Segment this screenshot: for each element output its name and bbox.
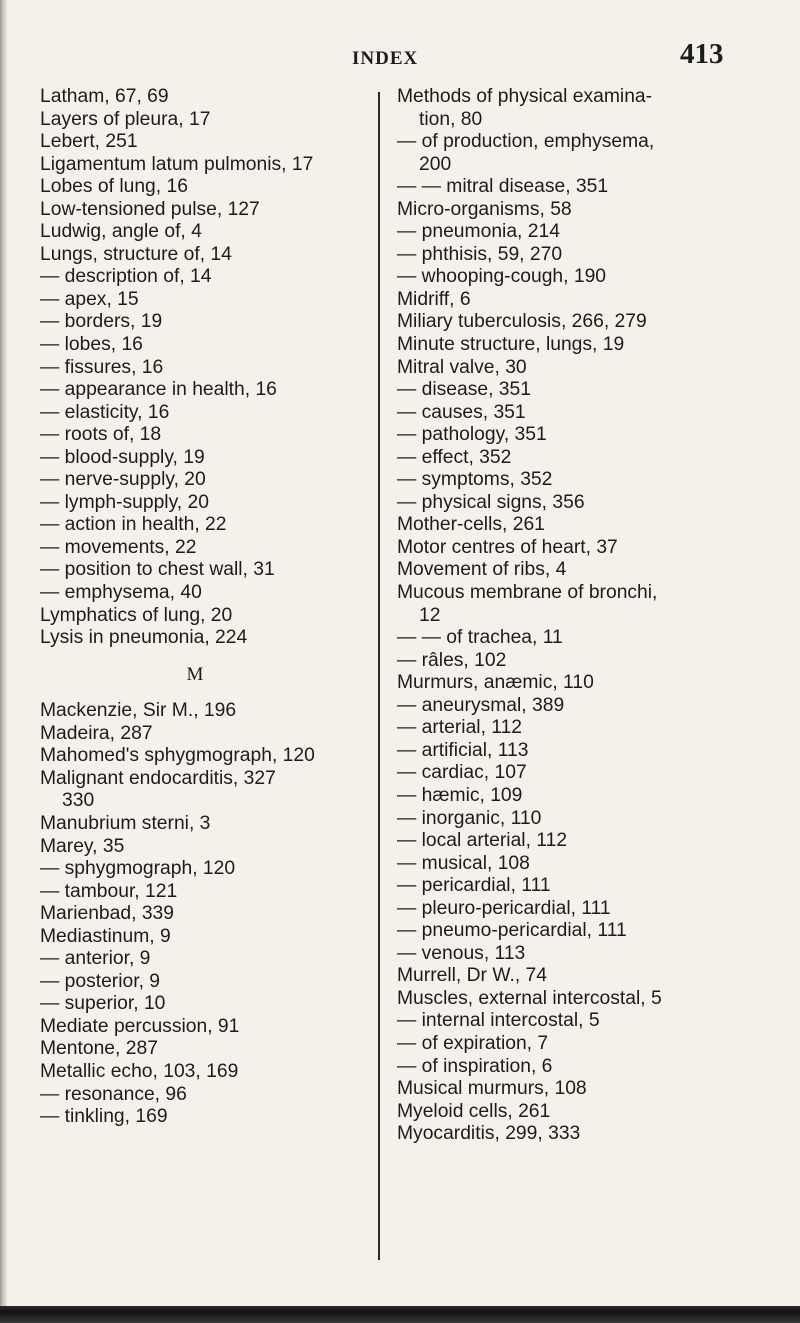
index-entry-continuation: 330 (62, 790, 95, 812)
index-entry: — pneumo-pericardial, 111 (397, 920, 627, 942)
index-entry: Manubrium sterni, 3 (40, 812, 211, 834)
index-entry: — internal intercostal, 5 (397, 1010, 600, 1032)
index-entry: — elasticity, 16 (40, 401, 170, 423)
index-entry: — lobes, 16 (40, 334, 143, 356)
index-entry: Metallic echo, 103, 169 (40, 1060, 239, 1082)
running-head: INDEX (352, 48, 419, 69)
page-left-edge-shadow (0, 0, 7, 1323)
index-entry: — fissures, 16 (40, 356, 164, 378)
index-entry: Methods of physical examina- (397, 86, 653, 107)
index-entry: — cardiac, 107 (397, 762, 527, 784)
page-header (0, 0, 800, 90)
index-entry: Motor centres of heart, 37 (397, 536, 618, 558)
index-entry: — description of, 14 (40, 266, 212, 288)
index-entry: — pathology, 351 (397, 424, 547, 446)
index-entry-continuation: tion, 80 (419, 108, 483, 130)
index-entry: Mediastinum, 9 (40, 925, 171, 947)
index-entry: Ludwig, angle of, 4 (40, 221, 202, 243)
index-entry: Murrell, Dr W., 74 (397, 965, 547, 987)
index-entry: — causes, 351 (397, 401, 526, 423)
index-entry: Movement of ribs, 4 (397, 559, 567, 581)
index-entry: — tinkling, 169 (40, 1106, 168, 1128)
index-entry: Lebert, 251 (40, 131, 138, 153)
index-entry: — blood-supply, 19 (40, 446, 205, 468)
index-entry: — hæmic, 109 (397, 784, 523, 806)
index-entry: — of inspiration, 6 (397, 1055, 553, 1077)
left-index-column (40, 86, 370, 1129)
index-entry: — musical, 108 (397, 852, 530, 874)
index-entry: — pleuro-pericardial, 111 (397, 897, 611, 919)
index-entry: — disease, 351 (397, 379, 531, 401)
index-entry: Mahomed's sphygmograph, 120 (40, 745, 315, 767)
index-entry: — râles, 102 (397, 649, 507, 671)
index-entry: Mitral valve, 30 (397, 356, 527, 378)
index-entry: — apex, 15 (40, 288, 139, 310)
index-entry: Mentone, 287 (40, 1038, 158, 1060)
index-entry: — borders, 19 (40, 311, 163, 333)
index-entry: Madeira, 287 (40, 722, 153, 744)
section-letter-heading: M (186, 663, 204, 685)
index-entry: Mackenzie, Sir M., 196 (40, 700, 237, 722)
column-divider-rule (378, 92, 380, 1260)
index-entry-continuation: 200 (419, 153, 452, 175)
index-entry: Low-tensioned pulse, 127 (40, 198, 260, 220)
index-entry: — emphysema, 40 (40, 582, 202, 604)
index-entry-continuation: 12 (419, 604, 441, 626)
index-entry: Lungs, structure of, 14 (40, 243, 232, 265)
index-entry: — local arterial, 112 (397, 830, 568, 852)
index-entry: — arterial, 112 (397, 717, 523, 739)
index-entry: — symptoms, 352 (397, 469, 553, 491)
index-entry: Marienbad, 339 (40, 903, 174, 925)
index-entry: — roots of, 18 (40, 424, 162, 446)
index-entry: Layers of pleura, 17 (40, 108, 211, 130)
index-entry: — of expiration, 7 (397, 1032, 549, 1054)
index-entry: — appearance in health, 16 (40, 379, 277, 401)
index-entry: — inorganic, 110 (397, 807, 542, 829)
index-entry: — — of trachea, 11 (397, 627, 563, 649)
index-entry: Minute structure, lungs, 19 (397, 334, 625, 356)
index-entry: — action in health, 22 (40, 514, 227, 536)
index-entry: Murmurs, anæmic, 110 (397, 672, 594, 694)
index-entry: — nerve-supply, 20 (40, 469, 206, 491)
left-entries-top (40, 86, 370, 650)
index-entry: Myocarditis, 299, 333 (397, 1123, 581, 1145)
index-entry: — physical signs, 356 (397, 491, 585, 513)
index-entry: Lobes of lung, 16 (40, 176, 188, 198)
index-entry: — of production, emphysema, (397, 131, 655, 153)
index-entry: — tambour, 121 (40, 880, 178, 902)
index-entry: — — mitral disease, 351 (397, 176, 609, 198)
index-entry: — pneumonia, 214 (397, 221, 560, 243)
index-entry: — lymph-supply, 20 (40, 491, 209, 513)
index-entry: Marey, 35 (40, 835, 125, 857)
index-entry: Latham, 67, 69 (40, 86, 169, 107)
index-entry: — sphygmograph, 120 (40, 858, 236, 880)
index-entry: Lysis in pneumonia, 224 (40, 627, 248, 649)
index-entry: Midriff, 6 (397, 288, 471, 310)
index-entry: Lymphatics of lung, 20 (40, 604, 233, 626)
index-entry: Mediate percussion, 91 (40, 1015, 240, 1037)
left-entries-bottom (40, 700, 370, 1128)
index-entry: — posterior, 9 (40, 970, 161, 992)
page-number: 413 (680, 38, 724, 70)
index-entry: Malignant endocarditis, 327 (40, 767, 276, 789)
index-entry: — position to chest wall, 31 (40, 559, 275, 581)
index-entry: Micro-organisms, 58 (397, 198, 572, 220)
index-entry: — resonance, 96 (40, 1083, 187, 1105)
index-entry: — phthisis, 59, 270 (397, 243, 563, 265)
index-entry: Musical murmurs, 108 (397, 1078, 587, 1100)
index-entry: Myeloid cells, 261 (397, 1100, 551, 1122)
index-entry: Mucous membrane of bronchi, (397, 582, 658, 604)
index-entry: — anterior, 9 (40, 948, 151, 970)
index-entry: Mother-cells, 261 (397, 514, 545, 536)
index-entry: — aneurysmal, 389 (397, 694, 565, 716)
index-entry: Ligamentum latum pulmonis, 17 (40, 153, 314, 175)
index-entry: — whooping-cough, 190 (397, 266, 607, 288)
index-entry: — venous, 113 (397, 942, 526, 964)
index-entry: Miliary tuberculosis, 266, 279 (397, 311, 647, 333)
index-entry: — effect, 352 (397, 446, 512, 468)
page-bottom-edge-shadow (0, 1306, 800, 1323)
index-entry: — superior, 10 (40, 993, 166, 1015)
index-entry: — artificial, 113 (397, 739, 529, 761)
right-index-column (397, 86, 792, 1146)
index-entry: Muscles, external intercostal, 5 (397, 987, 662, 1009)
index-entry: — pericardial, 111 (397, 875, 551, 897)
index-entry: — movements, 22 (40, 536, 197, 558)
